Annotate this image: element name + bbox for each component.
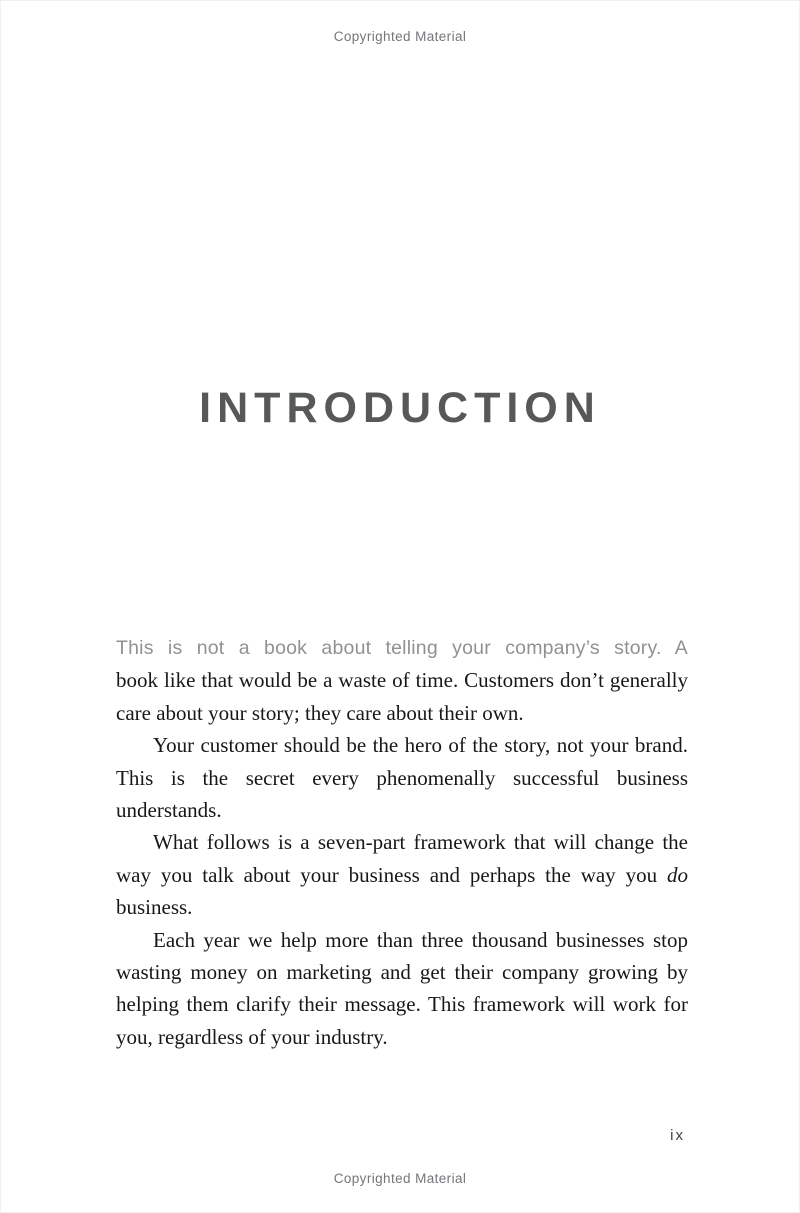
paragraph-3-text-after: business. [116, 895, 193, 920]
paragraph-3-italic-word: do [667, 862, 688, 887]
paragraph-4: Each year we help more than three thousand businesses stop wasting money on marketing and get their company growing by helping them clarify their message. This framework will work for you, regardless of your industry. [116, 927, 688, 1049]
paragraph-3 [116, 826, 688, 923]
paragraph-3-text: What follows is a seven-part framework that will change the way you talk about your business and perhaps the way you [116, 830, 688, 887]
chapter-heading: INTRODUCTION [199, 384, 601, 432]
paragraph-1-rest: book like that would be a waste of time. Customers don’t generally care about your story; they care about their own. [116, 668, 688, 725]
copyright-notice-bottom: Copyrighted Material [333, 1171, 467, 1186]
paragraph-2: Your customer should be the hero of the story, not your brand. This is the secret every phenomenally successful business understands. [116, 733, 688, 823]
paragraph-1 [116, 632, 688, 729]
copyright-notice-top: Copyrighted Material [333, 29, 467, 44]
body-text [116, 632, 688, 1053]
lead-sentence: This is not a book about telling your company’s story. A [116, 637, 688, 659]
page-number: ix [670, 1127, 685, 1144]
